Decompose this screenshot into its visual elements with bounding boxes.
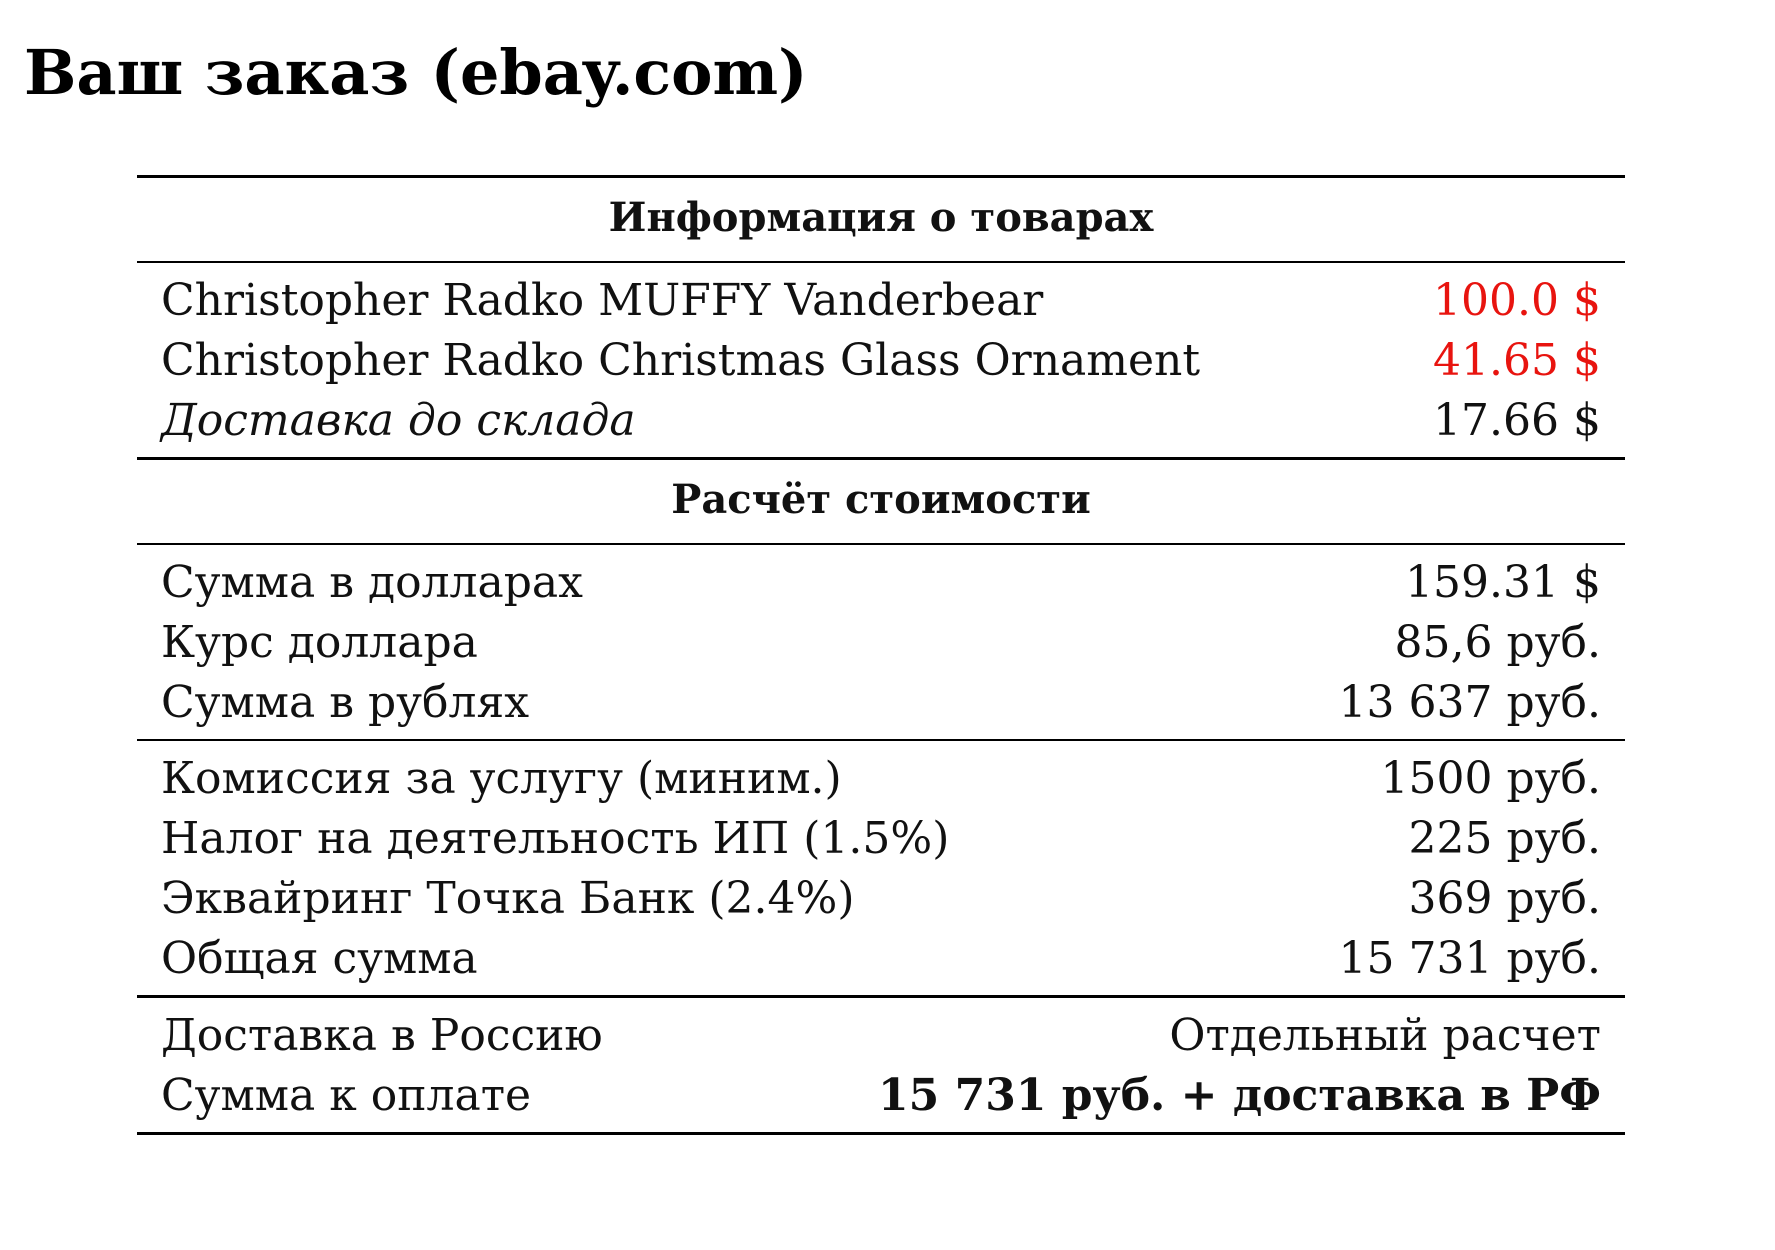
bottom-rule	[137, 1132, 1625, 1135]
acquiring-label: Эквайринг Точка Банк (2.4%)	[161, 873, 855, 924]
sum-rub-label: Сумма в рублях	[161, 677, 530, 728]
amount-due-row	[137, 1066, 1625, 1126]
product-name: Christopher Radko MUFFY Vanderbear	[161, 275, 1044, 326]
products-section-header: Информация о товарах	[608, 194, 1154, 241]
total-label: Общая сумма	[161, 933, 478, 984]
page-title: Ваш заказ (ebay.com)	[24, 36, 808, 109]
commission-label: Комиссия за услугу (миним.)	[161, 753, 842, 804]
product-name: Christopher Radko Christmas Glass Ornament	[161, 335, 1201, 386]
sum-rub-row	[137, 673, 1625, 733]
order-summary-table	[137, 175, 1625, 1135]
tax-row	[137, 809, 1625, 869]
exchange-rate-value: 85,6 руб.	[1394, 617, 1601, 668]
exchange-rate-row	[137, 613, 1625, 673]
warehouse-shipping-row	[137, 391, 1625, 451]
fees-list	[137, 741, 1625, 995]
product-row	[137, 331, 1625, 391]
delivery-russia-label: Доставка в Россию	[161, 1010, 603, 1061]
delivery-russia-value: Отдельный расчет	[1169, 1010, 1601, 1061]
product-price: 100.0 $	[1433, 275, 1601, 326]
amount-due-label: Сумма к оплате	[161, 1070, 532, 1121]
tax-label: Налог на деятельность ИП (1.5%)	[161, 813, 950, 864]
amount-due-value: 15 731 руб. + доставка в РФ	[878, 1070, 1601, 1121]
products-list	[137, 263, 1625, 457]
delivery-russia-row	[137, 1006, 1625, 1066]
cost-section-header: Расчёт стоимости	[671, 476, 1091, 523]
final-list	[137, 998, 1625, 1132]
exchange-rate-label: Курс доллара	[161, 617, 478, 668]
total-value: 15 731 руб.	[1338, 933, 1601, 984]
warehouse-shipping-label: Доставка до склада	[161, 395, 636, 446]
acquiring-value: 369 руб.	[1408, 873, 1601, 924]
warehouse-shipping-value: 17.66 $	[1433, 395, 1601, 446]
sum-usd-value: 159.31 $	[1405, 557, 1601, 608]
cost-calculation-list	[137, 545, 1625, 739]
sum-usd-row	[137, 553, 1625, 613]
total-row	[137, 929, 1625, 989]
sum-usd-label: Сумма в долларах	[161, 557, 583, 608]
sum-rub-value: 13 637 руб.	[1338, 677, 1601, 728]
acquiring-row	[137, 869, 1625, 929]
tax-value: 225 руб.	[1408, 813, 1601, 864]
commission-row	[137, 749, 1625, 809]
commission-value: 1500 руб.	[1380, 753, 1601, 804]
product-price: 41.65 $	[1433, 335, 1601, 386]
product-row	[137, 271, 1625, 331]
